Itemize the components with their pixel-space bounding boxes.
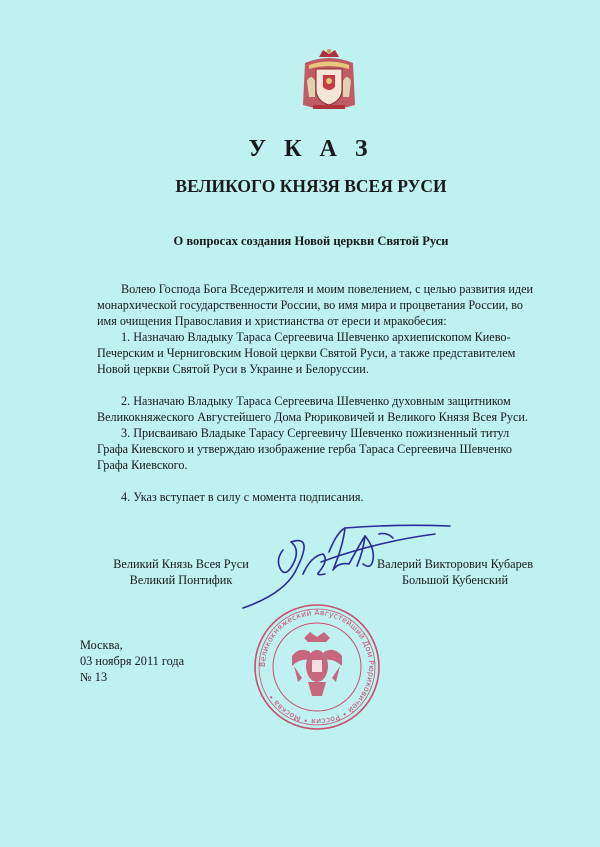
decree-title: У К А З [248,136,374,162]
handwritten-signature [225,512,455,612]
coat-of-arms-icon [299,47,359,115]
decree-number: № 13 [80,670,108,684]
clause-4-paragraph: 4. Указ вступает в силу с момента подписания. [121,490,364,504]
issue-date: 03 ноября 2011 года [80,654,185,668]
clause-1-paragraph: 1. Назначаю Владыку Тараса Сергеевича Шевченко архиепископом Киево-Печерским и Черниговским Новой церкви Святой Руси, а также представителем Новой церкви Святой Руси в Украине и Белоруссии. [97,330,516,376]
preamble-paragraph: Волею Господа Бога Вседержителя и моим повелением, с целью развития идеи монархической государственности России, во имя мира и процветания России, во имя очищения Православия и христианства от ереси и мракобесия: [97,282,534,328]
official-seal [252,602,382,732]
right-signatory-title: Большой Кубенский [401,573,509,587]
issue-details [80,637,184,685]
right-signatory-name: Валерий Викторович Кубарев [376,557,534,571]
decree-subtitle: ВЕЛИКОГО КНЯЗЯ ВСЕЯ РУСИ [175,176,447,196]
clause-2-paragraph: 2. Назначаю Владыку Тараса Сергеевича Шевченко духовным защитником Великокняжеского Августейшего Дома Рюриковичей и Великого Князя Всея Руси. [97,394,528,424]
issue-city: Москва, [80,638,123,652]
decree-subject: О вопросах создания Новой церкви Святой Руси [173,234,449,248]
seal-ring-text: Великокняжеский Августейший Дом Рюриковичей • Россия • Москва • [257,607,377,727]
clause-3-paragraph: 3. Присваиваю Владыке Тарасу Сергеевичу Шевченко пожизненный титул Графа Киевского и утверждаю изображение герба Тараса Сергеевича Шевченко Графа Киевского. [97,426,512,472]
left-signatory-subtitle: Великий Понтифик [129,573,233,587]
left-signatory-title: Великий Князь Всея Руси [113,557,249,571]
